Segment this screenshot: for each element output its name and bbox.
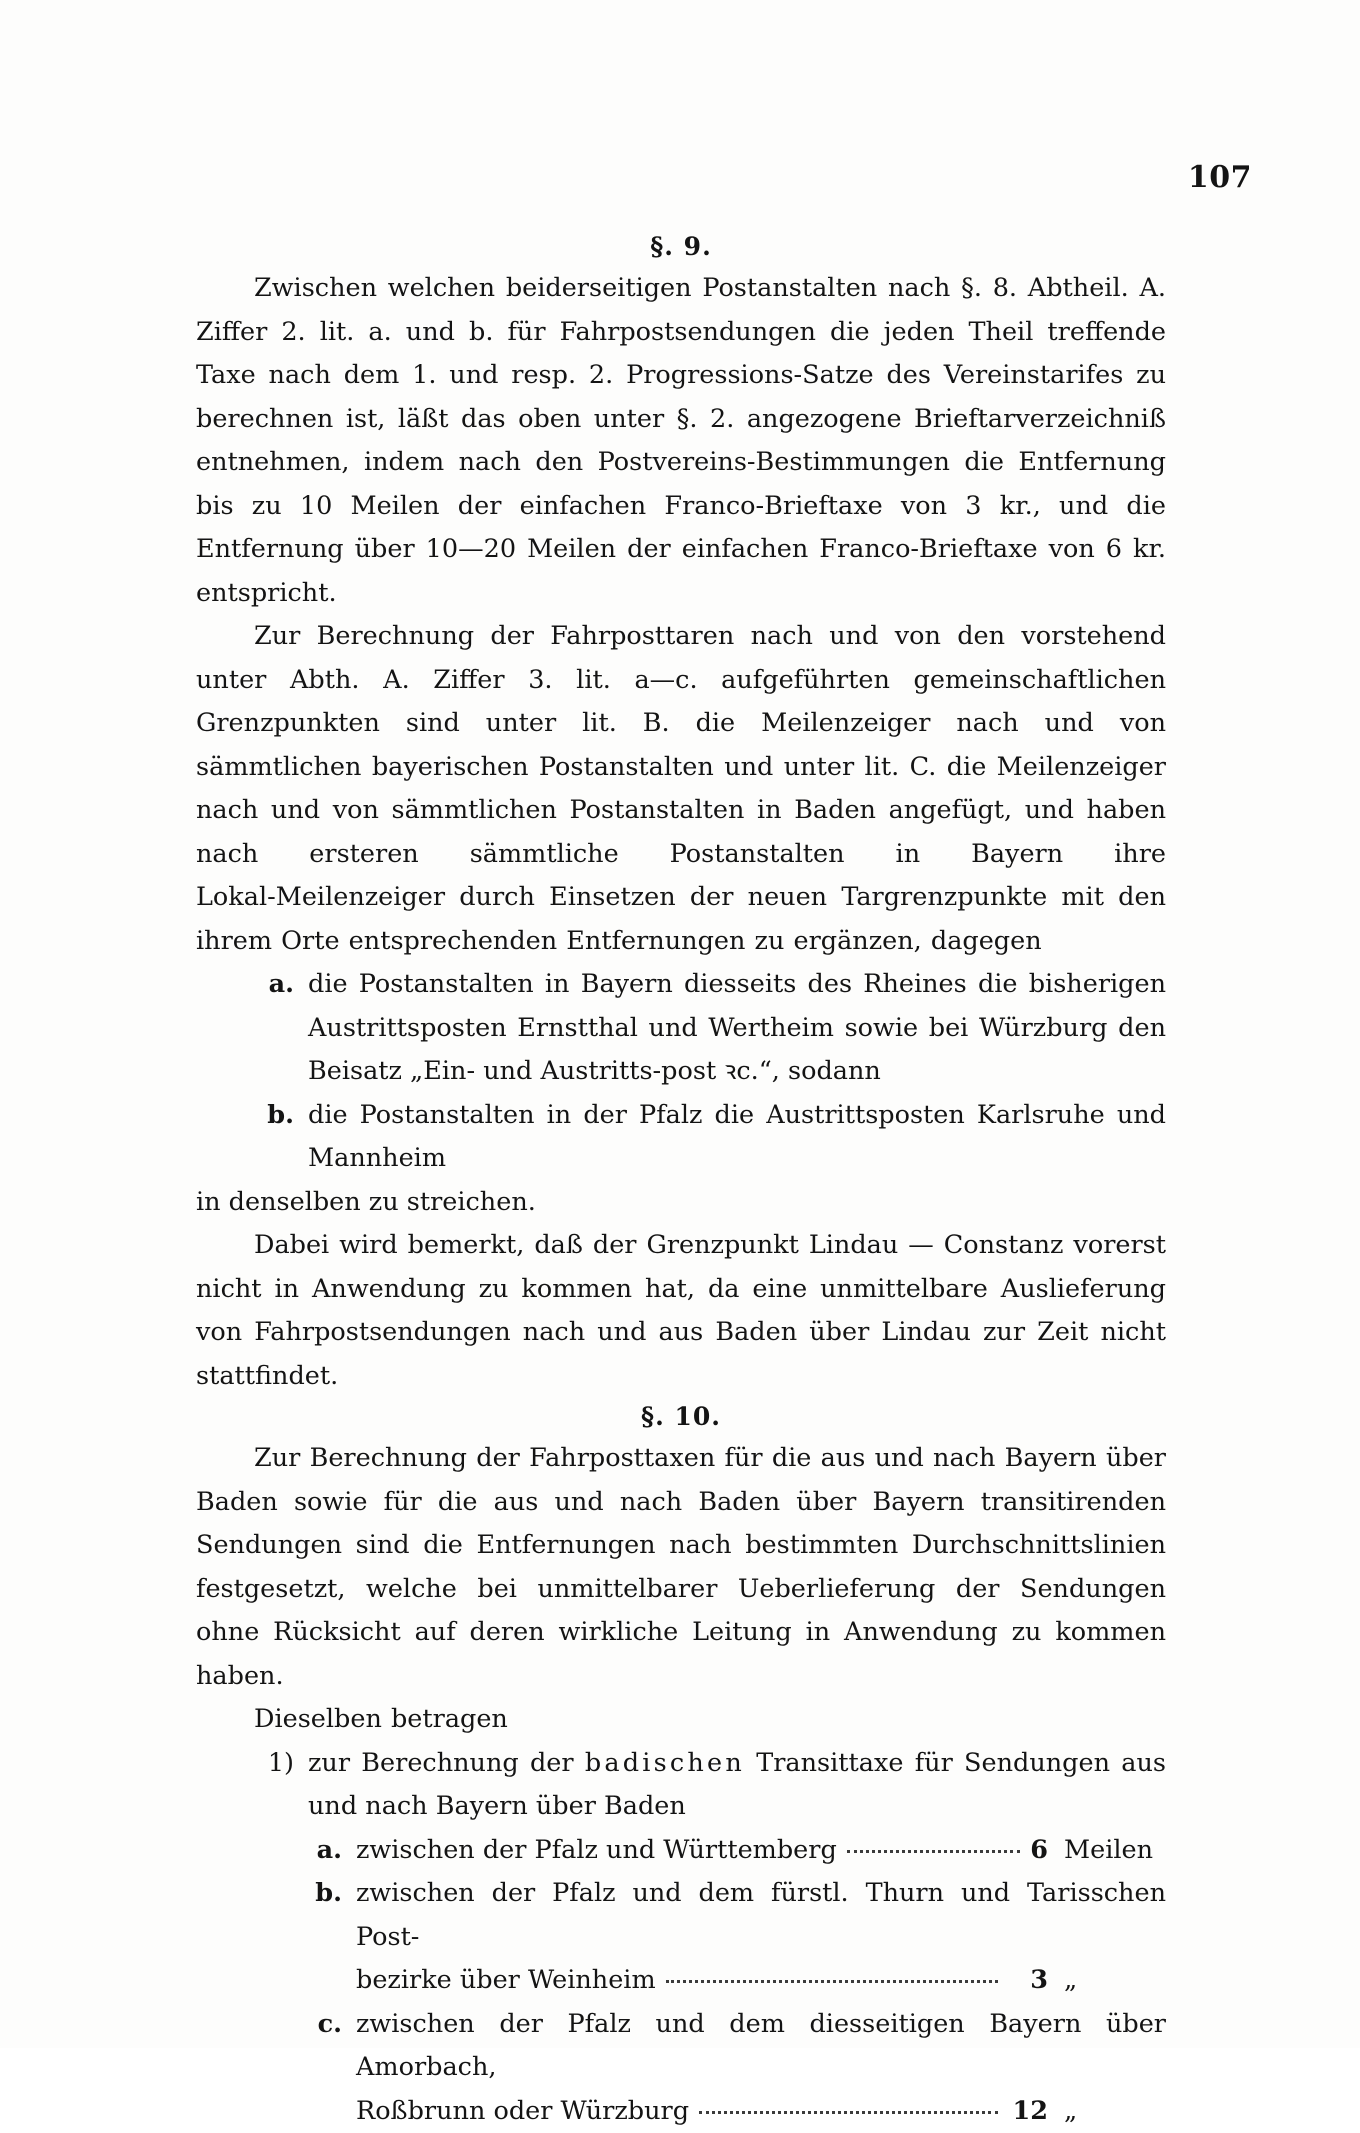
paragraph-10-2: Dieselben betragen	[196, 1698, 1166, 1742]
list-item-label: die Postanstalten in Bayern diesseits des Rheines die bisherigen Austrittsposten Ernstthal und Wertheim sowie bei Würzburg den Beisatz „Ein‑ und Austritts‑post ꝛc.“, sodann	[308, 963, 1166, 1094]
section-heading-9: §. 9.	[196, 232, 1166, 261]
page-number: 107	[1188, 160, 1252, 195]
list-item-marker: a.	[252, 963, 308, 1094]
tariff-entry-text: zwischen der Pfalz und Württemberg	[356, 1829, 837, 1873]
leader-dots	[699, 2111, 998, 2114]
numbered-lead-b: Transittaxe für Sendungen aus und nach	[308, 1748, 1166, 1822]
paragraph-9-1: Zwischen welchen beiderseitigen Postanstalten nach §. 8. Abtheil. A. Ziffer 2. lit. a. und b. für Fahrpostsendungen die jeden Theil treffende Taxe nach dem 1. und resp. 2. Progressions‑Satze des Vereinstarifes zu berechnen ist, läßt das oben unter §. 2. angezogene Brieftarverzeichniß entnehmen, indem nach den Postvereins‑Bestimmungen die Entfernung bis zu 10 Meilen der einfachen Franco‑Brieftaxe von 3 kr., und die Entfernung über 10—20 Meilen der einfachen Franco‑Brieftaxe von 6 kr. entspricht.	[196, 267, 1166, 615]
list-item-marker: b.	[306, 1872, 356, 2003]
leader-dots	[666, 1980, 998, 1983]
list-section-9	[196, 963, 1166, 1181]
tariff-entry-value: 3	[1008, 1959, 1048, 2003]
tariff-entry	[356, 1829, 1166, 1873]
tariff-entry	[356, 1959, 1166, 2003]
tariff-entry-text: zwischen der Pfalz und dem fürstl. Thurn und Tarisschen Post‑	[356, 1878, 1166, 1952]
list-item-label: die Postanstalten in der Pfalz die Austrittsposten Karlsruhe und Mannheim	[308, 1094, 1166, 1181]
list-continuation-text: in denselben zu streichen.	[196, 1181, 1166, 1225]
list-item-marker: b.	[252, 1094, 308, 1181]
list-item-label	[356, 1829, 1166, 1873]
tariff-entry-unit: Meilen	[1048, 1829, 1166, 1873]
list-item	[306, 2003, 1166, 2133]
tariff-entry-value: 12	[1008, 2090, 1048, 2133]
paragraph-10-1: Zur Berechnung der Fahrposttaxen für die aus und nach Bayern über Baden sowie für die aus und nach Baden über Bayern transitirenden Sendungen sind die Entfernungen nach bestimmten Durchschnittslinien festgesetzt, welche bei unmittelbarer Ueberlieferung der Sendungen ohne Rücksicht auf deren wirkliche Leitung in Anwendung zu kommen haben.	[196, 1437, 1166, 1698]
tariff-entry	[356, 2090, 1166, 2133]
numbered-line-2: Bayern über Baden	[436, 1791, 686, 1821]
list-item-marker: c.	[306, 2003, 356, 2133]
list-item	[252, 963, 1166, 1094]
list-item	[252, 1094, 1166, 1181]
tariff-entry-value: 6	[1030, 1829, 1048, 1873]
list-item-label	[356, 1872, 1166, 2003]
paragraph-9-closing: Dabei wird bemerkt, daß der Grenzpunkt Lindau — Constanz vorerst nicht in Anwendung zu kommen hat, da eine unmittelbare Auslieferung von Fahrpostsendungen nach und aus Baden über Lindau zur Zeit nicht stattfindet.	[196, 1224, 1166, 1398]
section-heading-10: §. 10.	[196, 1402, 1166, 1431]
leader-dots	[847, 1850, 1020, 1853]
numbered-lead-a: zur Berechnung der	[308, 1748, 585, 1778]
tariff-entry-continuation: bezirke über Weinheim	[356, 1959, 656, 2003]
tariff-entry-unit: „	[1048, 1959, 1166, 2003]
list-section-10	[196, 1742, 1166, 2133]
list-item	[252, 1742, 1166, 1829]
page-content	[196, 228, 1166, 2133]
numbered-lead-spaced: badischen	[585, 1748, 745, 1778]
list-item-marker: 1)	[252, 1742, 308, 1829]
list-item-label	[356, 2003, 1166, 2133]
tariff-entry-continuation: Roßbrunn oder Würzburg	[356, 2090, 689, 2133]
list-item	[306, 1829, 1166, 1873]
list-item-label	[308, 1742, 1166, 1829]
tariff-entry-text: zwischen der Pfalz und dem diesseitigen Bayern über Amorbach,	[356, 2009, 1166, 2083]
list-item	[306, 1872, 1166, 2003]
paragraph-9-2: Zur Berechnung der Fahrposttaren nach und von den vorstehend unter Abth. A. Ziffer 3. lit. a—c. aufgeführten gemeinschaftlichen Grenzpunkten sind unter lit. B. die Meilenzeiger nach und von sämmtlichen bayerischen Postanstalten und unter lit. C. die Meilenzeiger nach und von sämmtlichen Postanstalten in Baden angefügt, und haben nach ersteren sämmtliche Postanstalten in Bayern ihre Lokal‑Meilenzeiger durch Einsetzen der neuen Targrenzpunkte mit den ihrem Orte entsprechenden Entfernungen zu ergänzen, dagegen	[196, 615, 1166, 963]
list-item-marker: a.	[306, 1829, 356, 1873]
tariff-entry-unit: „	[1048, 2090, 1166, 2133]
